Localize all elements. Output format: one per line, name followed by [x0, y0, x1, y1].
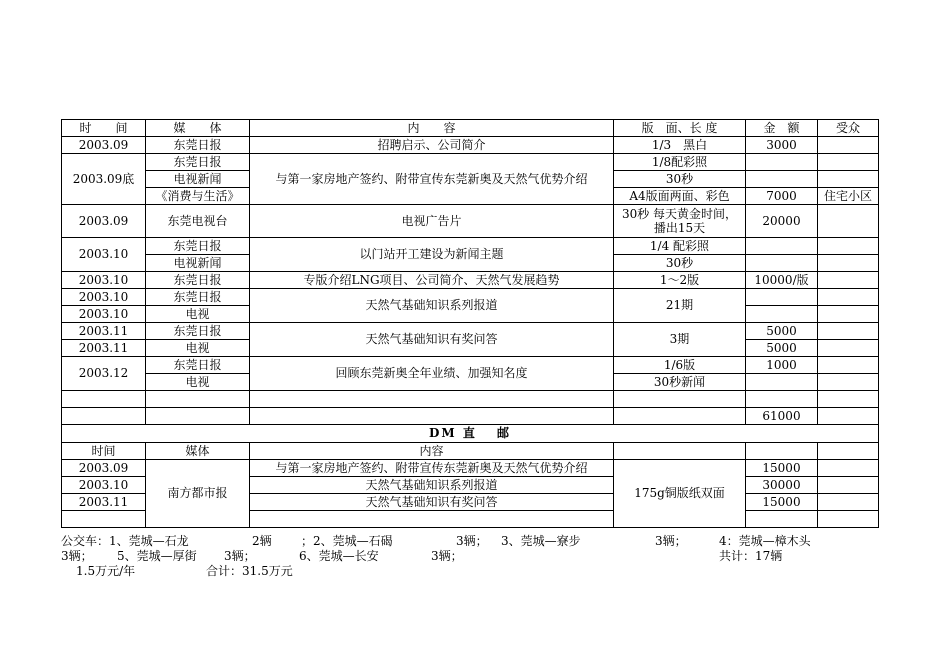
cell-audience — [818, 477, 879, 494]
cell-audience — [818, 154, 879, 171]
footer-text: 共计：17辆 — [719, 549, 783, 563]
footer-text: 1.5万元/年 — [76, 564, 136, 578]
dm-header-time: 时间 — [62, 443, 146, 460]
cell-amount — [746, 306, 818, 323]
cell-content: 天然气基础知识系列报道 — [250, 477, 614, 494]
footer-text: 2辆 — [252, 534, 272, 548]
cell-media: 东莞日报 — [146, 154, 250, 171]
dm-header-media: 媒体 — [146, 443, 250, 460]
cell-audience — [818, 323, 879, 340]
dm-header-audience — [818, 443, 879, 460]
cell-amount: 15000 — [746, 460, 818, 477]
cell-media: 东莞日报 — [146, 357, 250, 374]
cell-audience — [818, 272, 879, 289]
dm-header-content: 内容 — [250, 443, 614, 460]
header-media: 媒 体 — [146, 120, 250, 137]
cell-format — [614, 391, 746, 408]
dm-header-amount — [746, 443, 818, 460]
cell-media: 电视 — [146, 340, 250, 357]
cell-time: 2003.12 — [62, 357, 146, 391]
dm-media: 南方都市报 — [146, 460, 250, 528]
cell-content: 天然气基础知识有奖问答 — [250, 323, 614, 357]
cell-format: 30秒 每天黄金时间，播出15天 — [614, 205, 746, 238]
cell-media — [146, 408, 250, 425]
cell-amount: 30000 — [746, 477, 818, 494]
footer-line-2 — [61, 549, 891, 564]
cell-time — [62, 408, 146, 425]
cell-time: 2003.09底 — [62, 154, 146, 205]
cell-audience — [818, 306, 879, 323]
footer-text: 3、莞城—寮步 — [501, 534, 581, 548]
cell-format: A4版面两面、彩色 — [614, 188, 746, 205]
footer-total: 合计：31.5万元 — [206, 564, 293, 578]
cell-format: 1/3 黑白 — [614, 137, 746, 154]
cell-media: 电视 — [146, 374, 250, 391]
footer-text: 6、莞城—长安 — [299, 549, 379, 563]
cell-amount — [746, 171, 818, 188]
cell-content: 与第一家房地产签约、附带宣传东莞新奥及天然气优势介绍 — [250, 460, 614, 477]
cell-content — [250, 511, 614, 528]
bus-ad-notes — [61, 534, 891, 579]
footer-text: 3辆； — [655, 534, 687, 548]
media-plan-table — [61, 119, 879, 528]
cell-amount: 3000 — [746, 137, 818, 154]
footer-text: 3辆； — [431, 549, 463, 563]
cell-audience — [818, 171, 879, 188]
cell-content: 天然气基础知识系列报道 — [250, 289, 614, 323]
cell-amount: 20000 — [746, 205, 818, 238]
table-row — [62, 289, 879, 306]
header-time: 时 间 — [62, 120, 146, 137]
cell-audience — [818, 255, 879, 272]
cell-content: 回顾东莞新奥全年业绩、加强知名度 — [250, 357, 614, 391]
cell-format: 30秒 — [614, 255, 746, 272]
cell-audience — [818, 340, 879, 357]
header-audience: 受众 — [818, 120, 879, 137]
cell-time: 2003.10 — [62, 477, 146, 494]
cell-time: 2003.09 — [62, 460, 146, 477]
cell-format — [614, 408, 746, 425]
cell-media: 电视新闻 — [146, 171, 250, 188]
cell-time: 2003.10 — [62, 289, 146, 306]
cell-amount: 1000 — [746, 357, 818, 374]
cell-time: 2003.09 — [62, 205, 146, 238]
cell-time: 2003.09 — [62, 137, 146, 154]
dm-header-format — [614, 443, 746, 460]
footer-text: 4：莞城—樟木头 — [719, 534, 811, 548]
footer-text: 5、莞城—厚街 — [117, 549, 197, 563]
cell-amount: 5000 — [746, 323, 818, 340]
cell-format: 30秒 — [614, 171, 746, 188]
footer-text: ；2、莞城—石碣 — [301, 534, 393, 548]
cell-time: 2003.10 — [62, 272, 146, 289]
cell-media: 东莞日报 — [146, 238, 250, 255]
cell-format: 30秒新闻 — [614, 374, 746, 391]
cell-audience — [818, 137, 879, 154]
cell-format: 3期 — [614, 323, 746, 357]
cell-audience — [818, 357, 879, 374]
cell-amount: 15000 — [746, 494, 818, 511]
dm-title-row — [62, 425, 879, 443]
dm-format: 175g铜版纸双面 — [614, 460, 746, 528]
dm-header-row — [62, 443, 879, 460]
footer-line-1 — [61, 534, 891, 549]
cell-time: 2003.11 — [62, 340, 146, 357]
cell-audience — [818, 289, 879, 306]
cell-amount — [746, 289, 818, 306]
table-row — [62, 137, 879, 154]
footer-line-3 — [61, 564, 891, 579]
cell-media: 东莞日报 — [146, 289, 250, 306]
footer-text: 3辆； — [61, 549, 93, 563]
cell-content: 天然气基础知识有奖问答 — [250, 494, 614, 511]
cell-content — [250, 391, 614, 408]
footer-text: 3辆； — [224, 549, 256, 563]
cell-media: 东莞日报 — [146, 137, 250, 154]
cell-media: 东莞电视台 — [146, 205, 250, 238]
cell-format: 1～2版 — [614, 272, 746, 289]
cell-audience — [818, 494, 879, 511]
cell-content — [250, 408, 614, 425]
cell-time: 2003.10 — [62, 306, 146, 323]
cell-content: 专版介绍LNG项目、公司简介、天然气发展趋势 — [250, 272, 614, 289]
cell-format: 21期 — [614, 289, 746, 323]
footer-text: 3辆； — [456, 534, 488, 548]
cell-audience — [818, 374, 879, 391]
cell-amount: 10000/版 — [746, 272, 818, 289]
header-row — [62, 120, 879, 137]
cell-audience — [818, 238, 879, 255]
cell-content: 电视广告片 — [250, 205, 614, 238]
cell-format: 1/8配彩照 — [614, 154, 746, 171]
table-row — [62, 205, 879, 238]
cell-format: 1/6版 — [614, 357, 746, 374]
cell-audience — [818, 391, 879, 408]
cell-audience: 住宅小区 — [818, 188, 879, 205]
cell-time: 2003.10 — [62, 238, 146, 272]
cell-time — [62, 391, 146, 408]
cell-media: 电视 — [146, 306, 250, 323]
cell-amount — [746, 511, 818, 528]
table-row — [62, 357, 879, 374]
cell-time: 2003.11 — [62, 323, 146, 340]
table-row — [62, 238, 879, 255]
table-row — [62, 154, 879, 171]
cell-amount — [746, 391, 818, 408]
cell-media: 电视新闻 — [146, 255, 250, 272]
cell-amount — [746, 374, 818, 391]
cell-time: 2003.11 — [62, 494, 146, 511]
total-row — [62, 408, 879, 425]
cell-content: 以门站开工建设为新闻主题 — [250, 238, 614, 272]
cell-amount — [746, 255, 818, 272]
cell-amount: 5000 — [746, 340, 818, 357]
header-amount: 金 额 — [746, 120, 818, 137]
cell-amount — [746, 238, 818, 255]
cell-format: 1/4 配彩照 — [614, 238, 746, 255]
header-content: 内 容 — [250, 120, 614, 137]
cell-amount — [746, 154, 818, 171]
table-row — [62, 272, 879, 289]
dm-section-title: DM 直 邮 — [62, 425, 879, 443]
cell-audience — [818, 205, 879, 238]
table-row — [62, 391, 879, 408]
cell-media: 《消费与生活》 — [146, 188, 250, 205]
cell-media — [146, 391, 250, 408]
header-format: 版 面、长 度 — [614, 120, 746, 137]
table-row — [62, 460, 879, 477]
cell-content: 招聘启示、公司简介 — [250, 137, 614, 154]
footer-text: 公交车：1、莞城—石龙 — [61, 534, 189, 548]
cell-audience — [818, 408, 879, 425]
cell-time — [62, 511, 146, 528]
total-amount: 61000 — [746, 408, 818, 425]
cell-audience — [818, 460, 879, 477]
cell-content: 与第一家房地产签约、附带宣传东莞新奥及天然气优势介绍 — [250, 154, 614, 205]
cell-amount: 7000 — [746, 188, 818, 205]
cell-audience — [818, 511, 879, 528]
table-row — [62, 323, 879, 340]
cell-media: 东莞日报 — [146, 323, 250, 340]
cell-media: 东莞日报 — [146, 272, 250, 289]
